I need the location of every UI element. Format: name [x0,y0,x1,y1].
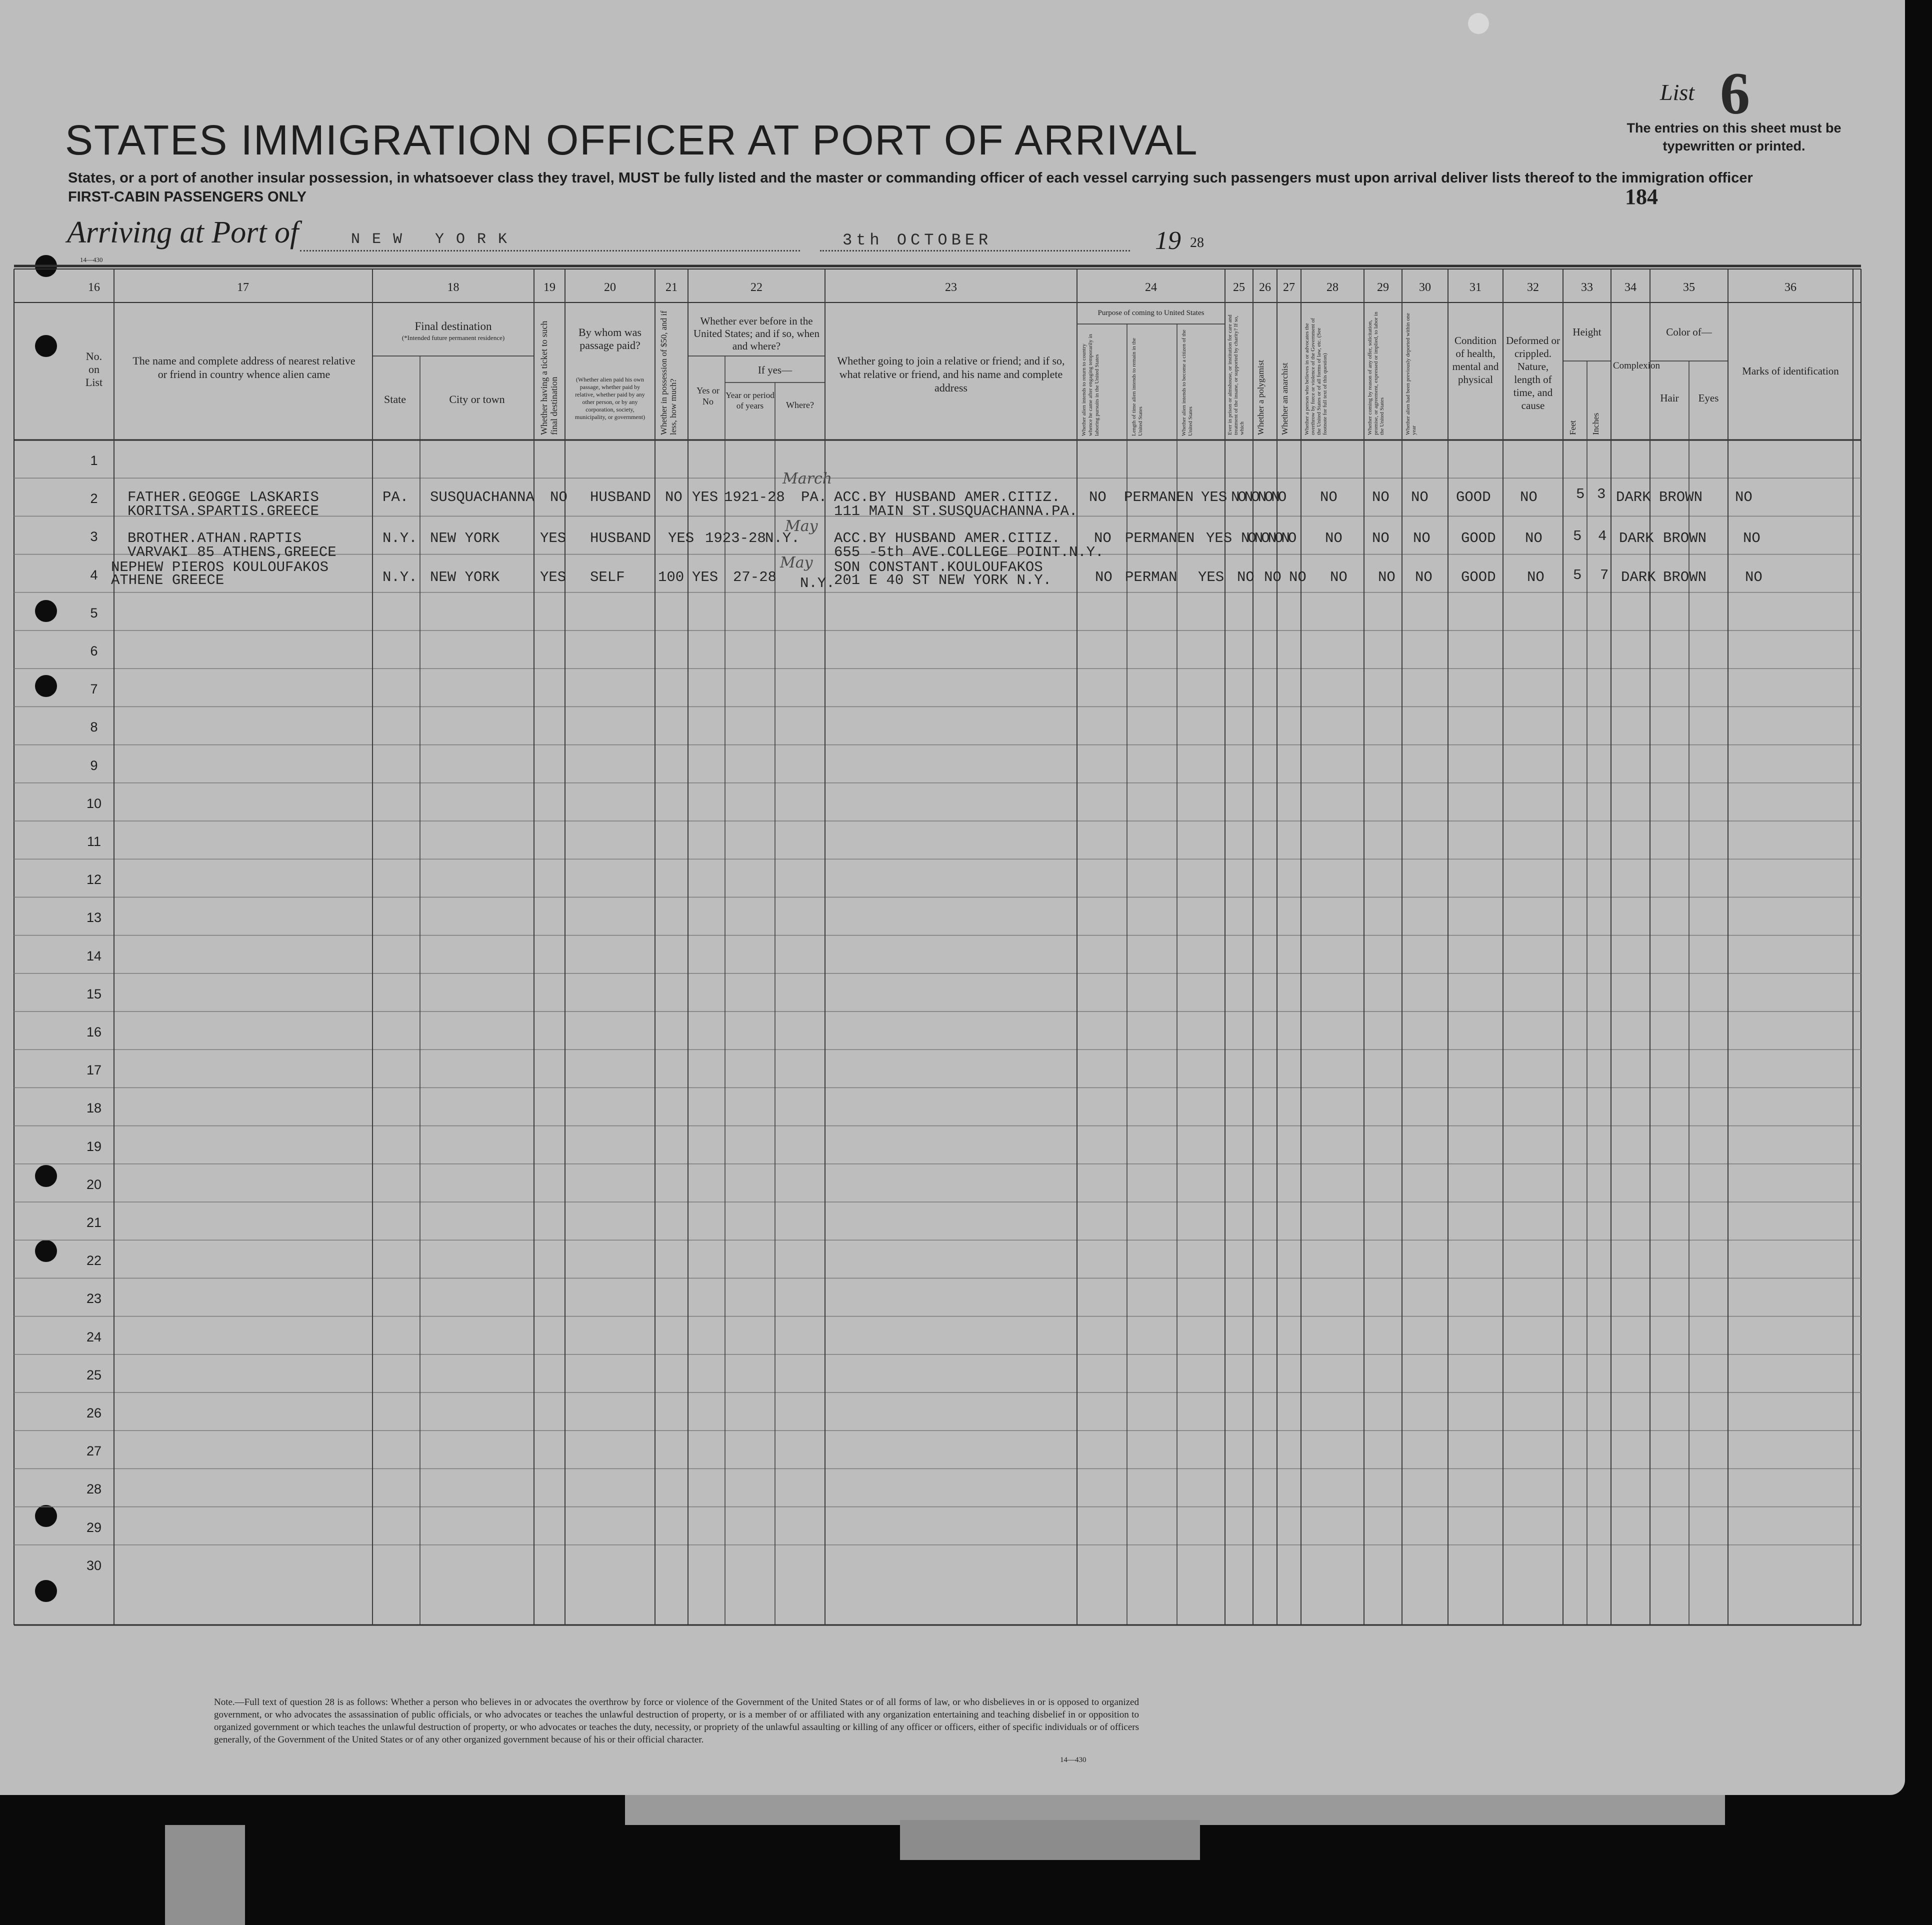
q28: NO [1325,530,1342,546]
typewritten-note: The entries on this sheet must be typewritten or printed. [1626,120,1842,154]
arrival-date: 3th OCTOBER [842,231,992,250]
column-number: 20 [604,281,616,294]
q28: NO [1330,569,1348,586]
relative-name: FATHER.GEOGGE LASKARIS [128,489,319,506]
column-number: 25 [1233,281,1245,294]
handwritten-note: May [780,554,813,572]
binder-hole [35,600,57,622]
header-ticket: Whether having a ticket to such final destination [539,320,559,435]
row-number: 3 [90,529,98,544]
complexion: DARK [1619,530,1654,546]
header-purpose-length: Length of time alien intends to remain in the United States [1131,338,1144,436]
row-number: 7 [90,682,98,697]
binder-hole [35,1505,57,1527]
date-dotted-line [820,250,1130,252]
relative-name: BROTHER.ATHAN.RAPTIS [128,530,302,546]
header-if-yes: If yes— [758,364,792,376]
port-of-arrival: NEW YORK [351,231,520,248]
header-feet: Feet [1568,420,1578,435]
column-number: 17 [237,281,249,294]
where: PA. [801,489,828,506]
row-number: 8 [90,720,98,735]
row-number: 10 [86,796,102,811]
ticket: YES [540,530,566,546]
row-number: 28 [86,1482,102,1497]
health: GOOD [1461,569,1496,586]
city: NEW YORK [430,530,500,546]
marks: NO [1743,530,1760,546]
handwritten-note: May [785,518,818,535]
header-eyes: Eyes [1698,392,1719,404]
row-number: 26 [86,1406,102,1420]
header-prison: Ever in prison or almshouse, or institution for care and treatment of the insane, or supported by charity? If so, which [1227,314,1245,435]
handwritten-note: March [782,470,832,488]
period: 1923-28 [705,530,766,546]
q26: NO [1264,569,1282,586]
arriving-label: Arriving at Port of [67,216,299,250]
column-number: 35 [1683,281,1695,294]
column-number: 22 [750,281,762,294]
header-join-relative: Whether going to join a relative or friend; and if so, what relative or friend, and his name and complete address [837,354,1065,394]
ticket: YES [540,569,566,586]
row-number: 21 [86,1215,102,1230]
header-marks: Marks of identification [1742,365,1839,377]
header-height: Height [1572,326,1602,338]
punch-mark [1468,13,1489,34]
relative-address: ATHENE GREECE [111,572,224,588]
row-number: 2 [90,491,98,506]
footnote: Note.—Full text of question 28 is as follows: Whether a person who believes in or advocates the overthrow by force or violence of the Government of the United States or of all forms of law, or who disbelieves in or is opposed to organized government, or who advocates the assassination of public officials, or who advocates or teaches the unlawful destruction of property, or is a member of or affiliated with any organization entertaining and teaching disbelief in or opposition to organized government or which teaches the unlawful destruction of property, or who advocates or teaches the duty, necessity, or propriety of the unlawful assaulting or killing of any officer or officers, either of specific individuals or of officers generally, of the Government of the United States or of any other organized government because of his or their official character. [214,1697,1139,1745]
health: GOOD [1461,530,1496,546]
purpose-return: NO [1089,489,1106,506]
period: 1921-28 [724,489,785,506]
header-period: Year or period of years [726,390,774,410]
page-title: STATES IMMIGRATION OFFICER AT PORT OF ARRIVAL [65,116,1198,164]
passenger-class: FIRST-CABIN PASSENGERS ONLY [68,189,306,205]
height-feet: 5 [1576,486,1585,502]
column-number: 28 [1326,281,1338,294]
column-number: 33 [1581,281,1593,294]
header-polygamist: Whether a polygamist [1256,360,1266,435]
header-health: Condition of health, mental and physical [1452,334,1499,386]
row-number: 4 [90,567,98,582]
city: SUSQUACHANNA [430,489,534,506]
column-number: 21 [666,281,678,294]
row-number: 6 [90,644,98,658]
height-inches: 7 [1600,567,1609,584]
state: N.Y. [382,569,418,586]
paid-by: HUSBAND [590,530,651,546]
header-city: City or town [449,393,505,406]
column-number: 31 [1470,281,1482,294]
column-number: 30 [1419,281,1431,294]
header-q29: Whether coming by reason of any offer, solicitation, promise, or agreement, expressed or implied, to labor in the United States [1367,312,1385,435]
height-inches: 4 [1598,528,1607,544]
join-address: 111 MAIN ST.SUSQUACHANNA.PA. [834,503,1078,520]
purpose-length: PERMANEN [1124,489,1194,506]
paid-by: HUSBAND [590,489,651,506]
instruction-text: States, or a port of another insular possession, in whatsoever class they travel, MUST be fully listed and the master or commanding officer of each vessel carrying such passengers must upon arrival deliver lists thereof to the immigration officer [68,170,1753,186]
complexion: DARK [1621,569,1656,586]
purpose-return: NO [1094,530,1112,546]
questions-25-27: NONONONO [1241,530,1295,546]
column-number: 36 [1784,281,1796,294]
join-address: 201 E 40 ST NEW YORK N.Y. [834,572,1052,588]
header-purpose: Purpose of coming to United States [1098,309,1204,317]
relative-address: VARVAKI 85 ATHENS,GREECE [128,544,336,560]
header-ever-before: Whether ever before in the United States; and if so, when and where? [694,315,820,352]
ever-before: YES [692,569,718,586]
marks: NO [1735,489,1752,506]
column-number: 24 [1145,281,1157,294]
row-number: 27 [86,1444,102,1459]
purpose-return: NO [1095,569,1112,586]
column-number: 34 [1624,281,1636,294]
q30: NO [1415,569,1432,586]
q30: NO [1411,489,1428,506]
header-purpose-return: Whether alien intends to return to country whence he came after engaging temporarily in laboring pursuits in the United States [1081,334,1100,436]
purpose-citizen: YES [1206,530,1232,546]
complexion: DARK [1616,489,1651,506]
row-number: 11 [86,834,102,849]
where: N.Y. [800,575,835,592]
money: 100 [658,569,684,586]
row-number: 9 [90,758,98,773]
row-number: 19 [86,1138,102,1154]
purpose-length: PERMANEN [1125,530,1195,546]
header-hair: Hair [1660,392,1679,404]
period: 27-28 [733,569,777,586]
header-no-on-list: No. on List [85,350,103,388]
row-number: 30 [86,1558,102,1573]
column-number: 29 [1377,281,1389,294]
header-inches: Inches [1591,412,1600,435]
row-number: 1 [90,453,98,468]
row-number: 16 [86,1024,102,1040]
row-number: 13 [86,910,102,926]
header-q28: Whether a person who believes in or advocates the overthrow by force or violence of the Government of the United States or of all forms of law, etc. (See footnote for full text of this question) [1304,318,1328,435]
state: N.Y. [382,530,418,546]
list-number: 6 [1720,60,1750,126]
header-nearest-relative: The name and complete address of nearest relative or friend in country whence alien came [132,354,356,380]
row-number: 14 [86,948,102,964]
money: YES [668,530,694,546]
header-where: Where? [786,400,814,410]
row-number: 24 [86,1329,102,1344]
deformed: NO [1525,530,1542,546]
hair-color: BROWN [1663,530,1707,546]
form-code: 14—430 [80,256,103,264]
header-money: Whether in possession of $50, and if less, how much? [659,310,678,435]
ticket: NO [550,489,568,506]
q29: NO [1372,489,1390,506]
deformed: NO [1527,569,1544,586]
purpose-citizen: YES [1201,489,1228,506]
column-number: 26 [1259,281,1271,294]
paper-scrap [165,1825,245,1925]
row-number: 25 [86,1367,102,1382]
column-number: 27 [1283,281,1295,294]
column-number: 16 [88,281,100,294]
binder-hole [35,675,57,697]
height-feet: 5 [1573,567,1582,584]
header-yes-no: Yes or No [696,386,720,406]
binder-hole [35,1580,57,1602]
city: NEW YORK [430,569,500,586]
torn-fragment [900,1820,1200,1860]
form-code: 14—430 [1060,1756,1086,1764]
header-q30: Whether alien had been previously deported within one year [1405,312,1417,435]
q27: NO [1289,569,1306,586]
join-relative: SON CONSTANT.KOULOUFAKOS [834,559,1043,576]
row-number: 12 [86,872,102,888]
purpose-length: PERMAN [1125,569,1178,586]
header-final-destination-sub: (*Intended future permanent residence) [402,334,505,342]
q29: NO [1378,569,1396,586]
questions-25-27: NONONONO [1231,489,1285,506]
column-number: 18 [447,281,460,294]
q29: NO [1372,530,1390,546]
paid-by: SELF [590,569,625,586]
year-prefix: 19 [1155,226,1181,255]
binder-hole [35,255,57,277]
year-suffix: 28 [1190,235,1204,250]
q28: NO [1320,489,1338,506]
relative-name: NEPHEW PIEROS KOULOUFAKOS [111,559,329,576]
list-label: List [1660,80,1695,105]
q25: NO [1237,569,1254,586]
header-passage-paid-sub: (Whether alien paid his own passage, whether paid by relative, whether paid by any other person, or by any corporation, society, municipality, or government) [574,376,646,420]
deformed: NO [1520,489,1538,506]
row-number: 23 [86,1291,102,1306]
ever-before: YES [692,489,718,506]
row-number: 17 [86,1062,102,1078]
row-number: 5 [90,605,98,620]
binder-hole [35,335,57,357]
header-anarchist: Whether an anarchist [1280,362,1290,435]
sheet-number: 184 [1625,184,1658,209]
join-relative: ACC.BY HUSBAND AMER.CITIZ. [834,489,1060,506]
header-complexion: Complexion [1613,360,1660,371]
header-purpose-citizen: Whether alien intends to become a citizen of the United States [1181,330,1194,436]
row-number: 20 [86,1176,102,1192]
hair-color: BROWN [1659,489,1703,506]
relative-address: KORITSA.SPARTIS.GREECE [128,503,319,520]
state: PA. [382,489,409,506]
row-number: 29 [86,1520,102,1535]
hair-color: BROWN [1663,569,1707,586]
column-number: 23 [945,281,957,294]
q30: NO [1413,530,1430,546]
marks: NO [1745,569,1762,586]
row-number: 18 [86,1100,102,1116]
row-number: 22 [86,1253,102,1268]
binder-hole [35,1165,57,1187]
join-address: 655 -5th AVE.COLLEGE POINT.N.Y. [834,544,1104,560]
header-color-of: Color of— [1666,326,1712,338]
column-number: 19 [544,281,556,294]
header-deformed: Deformed or crippled. Nature, length of time, and cause [1506,334,1560,412]
header-final-destination: Final destination [414,320,492,332]
column-number: 32 [1527,281,1539,294]
health: GOOD [1456,489,1491,506]
port-dotted-line [300,250,800,252]
row-number: 15 [86,986,102,1002]
binder-hole [35,1240,57,1262]
money: NO [665,489,682,506]
purpose-citizen: YES [1198,569,1224,586]
height-feet: 5 [1573,528,1582,544]
join-relative: ACC.BY HUSBAND AMER.CITIZ. [834,530,1060,546]
header-state: State [384,393,406,406]
height-inches: 3 [1597,486,1606,502]
where: N.Y. [765,530,800,546]
header-passage-paid: By whom was passage paid? [578,326,642,352]
